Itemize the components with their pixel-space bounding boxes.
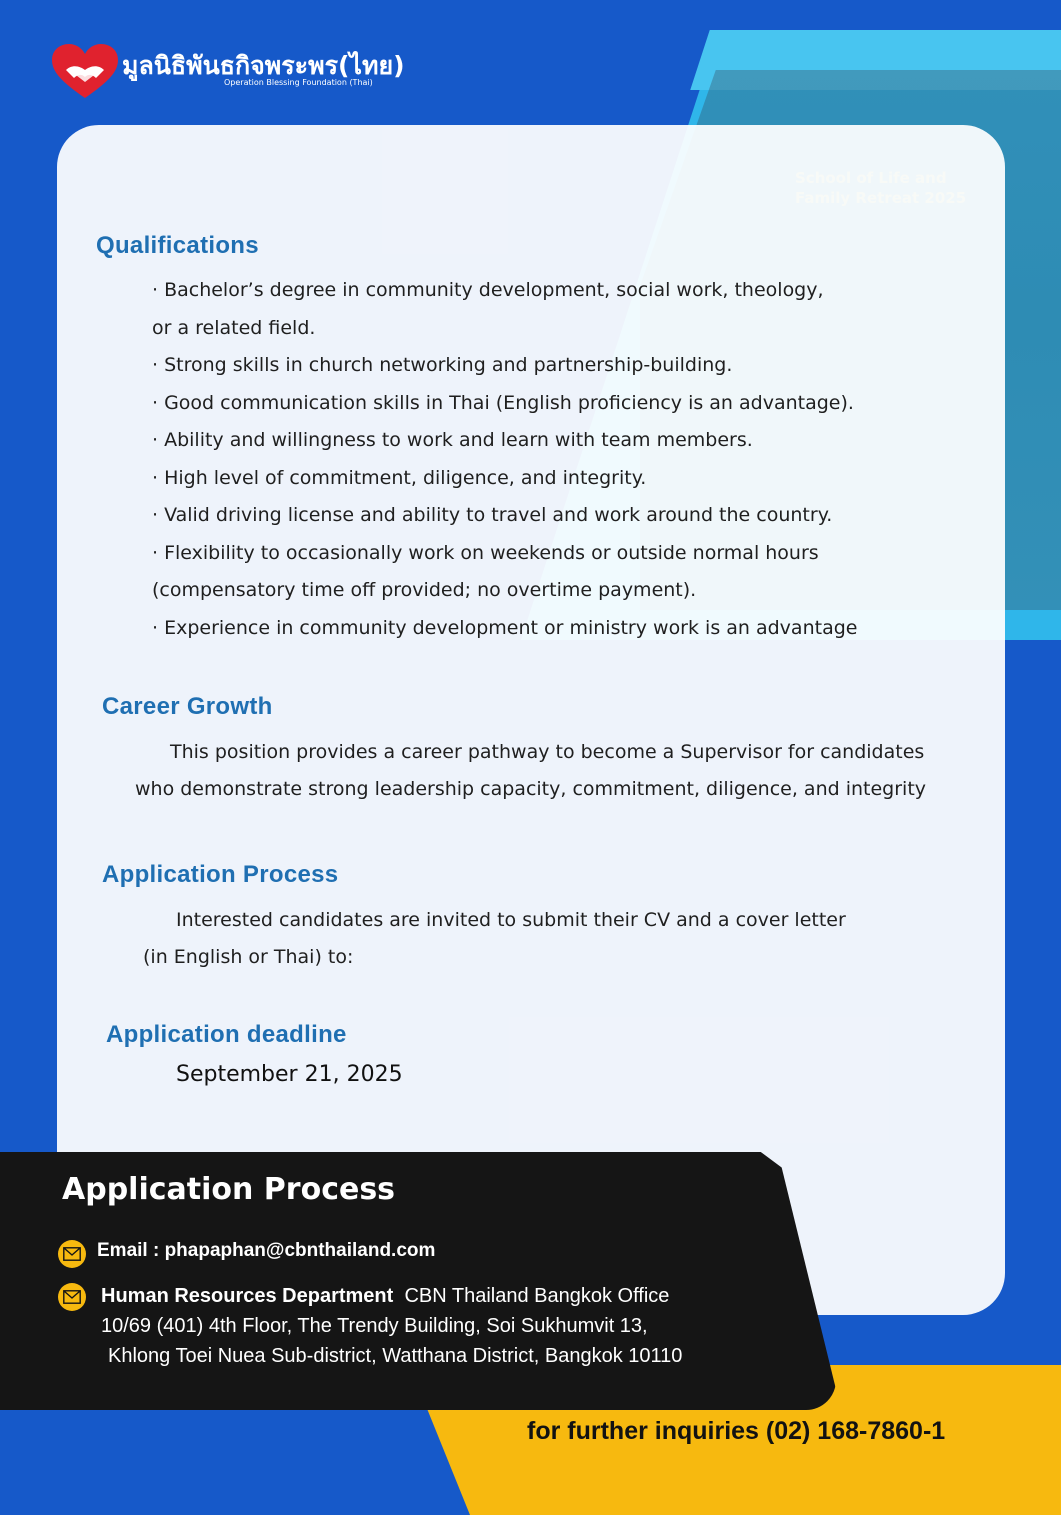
hr-department-label: Human Resources Department	[101, 1285, 394, 1307]
heart-hands-icon	[52, 44, 118, 100]
list-item: · Flexibility to occasionally work on weekends or outside normal hours	[152, 541, 819, 564]
contact-email[interactable]: Email : phapaphan@cbnthailand.com	[97, 1240, 436, 1261]
list-item: or a related field.	[152, 316, 316, 339]
qualifications-list	[152, 272, 857, 647]
address-line-2: Khlong Toei Nuea Sub-district, Watthana District, Bangkok 10110	[108, 1345, 683, 1367]
deadline-date: September 21, 2025	[176, 1062, 403, 1087]
org-name-thai: มูลนิธิพันธกิจพระพร(ไทย)	[122, 51, 405, 80]
contact-address	[101, 1281, 682, 1371]
address-line-1: 10/69 (401) 4th Floor, The Trendy Building, Soi Sukhumvit 13,	[101, 1315, 648, 1337]
application-process-line-2: (in English or Thai) to:	[143, 946, 354, 968]
deadline-heading: Application deadline	[106, 1021, 347, 1048]
list-item: · Strong skills in church networking and partnership-building.	[152, 354, 733, 376]
list-item: · Experience in community development or ministry work is an advantage	[152, 616, 858, 639]
org-name-english: Operation Blessing Foundation (Thai)	[224, 78, 373, 87]
inquiries-phone: for further inquiries (02) 168-7860-1	[527, 1417, 946, 1445]
envelope-icon	[58, 1240, 86, 1268]
list-item: · Good communication skills in Thai (English proficiency is an advantage).	[152, 391, 854, 414]
application-process-heading: Application Process	[102, 861, 339, 888]
career-growth-heading: Career Growth	[102, 693, 273, 720]
list-item: · Ability and willingness to work and learn with team members.	[152, 429, 753, 451]
application-process-line-1: Interested candidates are invited to submit their CV and a cover letter	[176, 909, 846, 931]
list-item: · Bachelor’s degree in community development, social work, theology,	[152, 279, 824, 301]
career-growth-line-2: who demonstrate strong leadership capacity, commitment, diligence, and integrity	[135, 778, 927, 800]
contact-panel-title: Application Process	[62, 1172, 396, 1207]
list-item: · Valid driving license and ability to travel and work around the country.	[152, 504, 833, 526]
qualifications-heading: Qualifications	[96, 232, 259, 259]
office-name: CBN Thailand Bangkok Office	[404, 1285, 670, 1307]
career-growth-line-1: This position provides a career pathway to become a Supervisor for candidates	[170, 741, 925, 763]
envelope-icon	[58, 1283, 86, 1311]
list-item: · High level of commitment, diligence, and integrity.	[152, 466, 647, 489]
list-item: (compensatory time off provided; no overtime payment).	[152, 579, 697, 601]
